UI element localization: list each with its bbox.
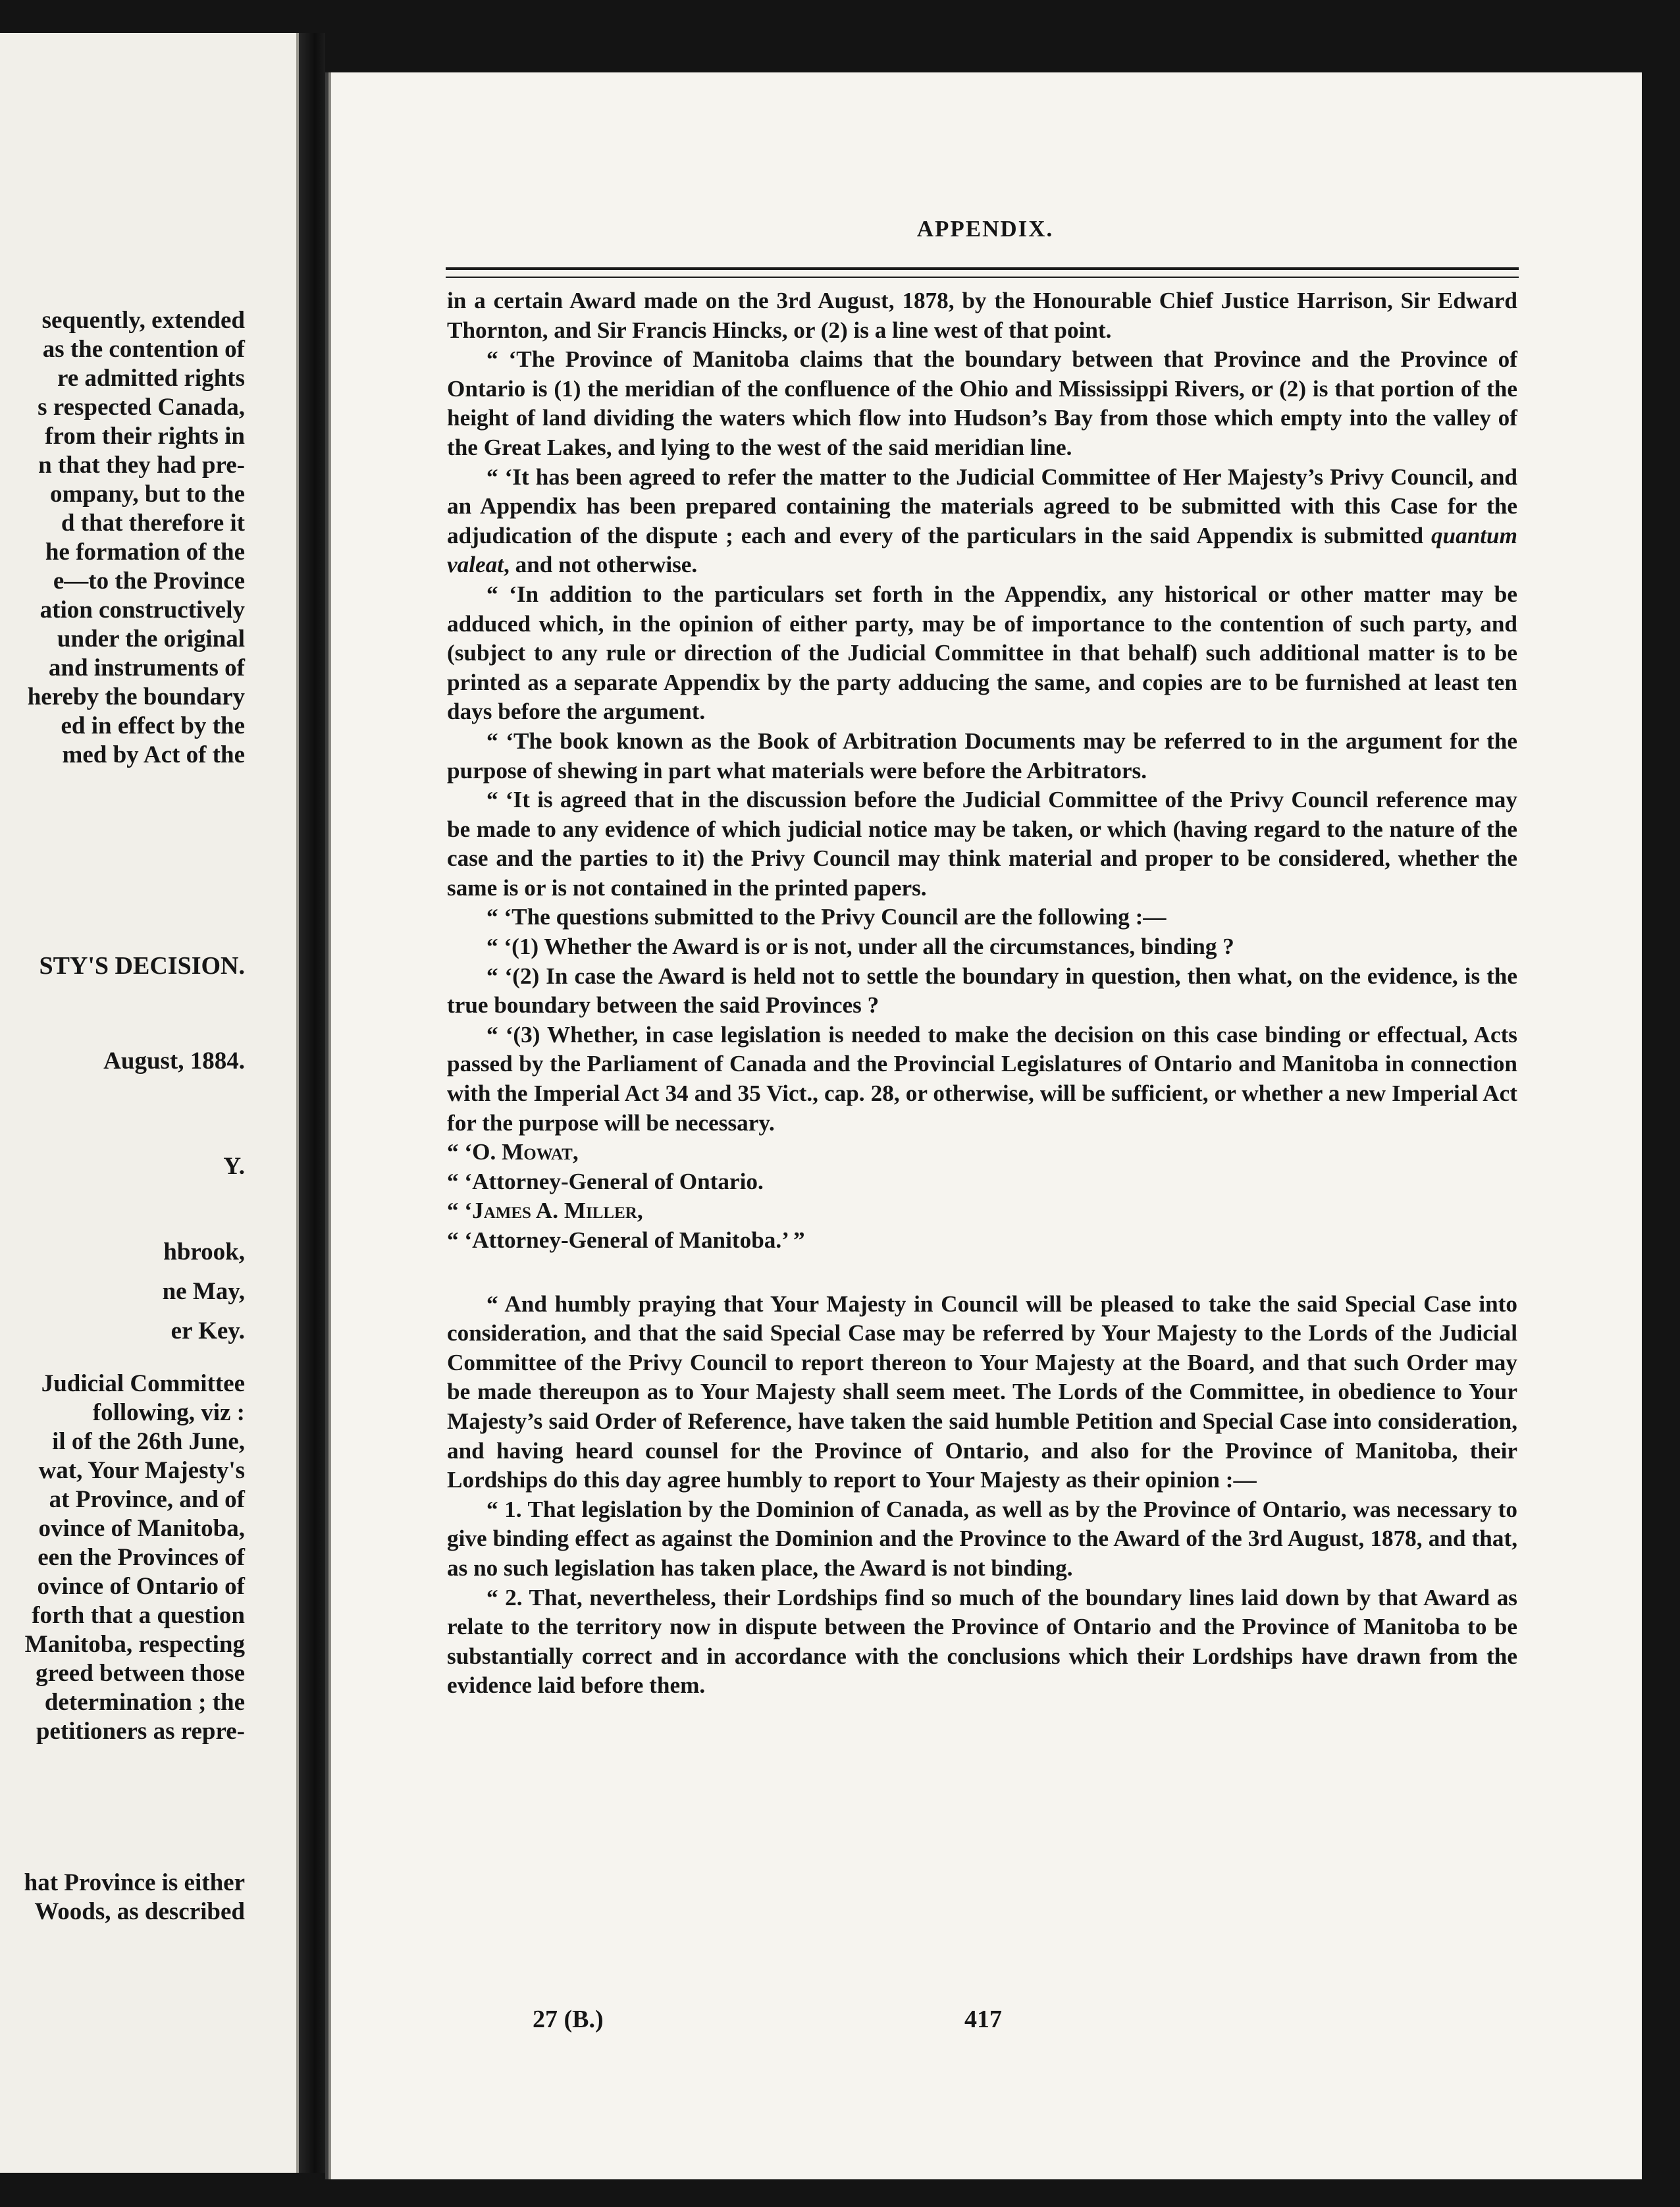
left-page-line: August, 1884. (103, 1048, 245, 1075)
left-page-line: sequently, extended (41, 307, 245, 334)
left-page-line: re admitted rights (57, 365, 245, 392)
left-page-line: under the original (57, 625, 245, 652)
left-page-line: een the Provinces of (38, 1544, 245, 1571)
left-page-line: ne May, (162, 1278, 245, 1305)
document-page (325, 72, 1642, 2179)
left-page-line: hbrook, (163, 1238, 245, 1265)
running-head: APPENDIX. (916, 216, 1054, 242)
signature-line: “ ‘Attorney-General of Manitoba.’ ” (447, 1227, 805, 1253)
header-rule-thin (446, 277, 1519, 278)
signature-line: “ ‘Attorney-General of Ontario. (447, 1168, 764, 1194)
left-page-line: he formation of the (45, 539, 245, 566)
signature-line: “ ‘O. Mowat, (447, 1139, 579, 1165)
left-page-line: ovince of Manitoba, (38, 1515, 245, 1542)
left-page-line: Manitoba, respecting (24, 1631, 245, 1658)
left-page-line: greed between those (36, 1660, 245, 1687)
left-page-line: Woods, as described (34, 1898, 245, 1925)
left-page-line: hereby the boundary (27, 683, 245, 710)
book-gutter (299, 33, 325, 2173)
paragraph: “ ‘In addition to the particulars set forth in the Appendix, any historical or other matter may be adduced which, in the opinion of either party, may be of importance to the contention of such party, and (subject to any rule or direction of the Judicial Committee in that behalf) such additional matter is to be printed as a separate Appendix by the party adducing the same, and copies are to be furnished at least ten days before the argument. (447, 581, 1517, 725)
paragraph: “ And humbly praying that Your Majesty in Council will be pleased to take the said Special Case into consideration, and that the said Special Case may be referred by Your Majesty to the Lords of the Judicial Committee of the Privy Council to report thereon to Your Majesty at the Board, and that such Order may be made thereupon as to Your Majesty shall seem meet. The Lords of the Committee, in obedience to Your Majesty’s said Order of Reference, have taken the said humble Petition and Special Case into consideration, and having heard counsel for the Province of Ontario, and also for the Province of Manitoba, their Lordships do this day agree humbly to report to Your Majesty as their opinion :— (447, 1290, 1517, 1493)
left-page-line: Y. (223, 1153, 245, 1180)
left-page-line: ovince of Ontario of (37, 1573, 245, 1600)
left-page-line: from their rights in (45, 423, 245, 450)
left-page-line: hat Province is either (24, 1869, 245, 1896)
paragraph: “ ‘It is agreed that in the discussion before the Judicial Committee of the Privy Council reference may be made to any evidence of which judicial notice may be taken, or which (having regard to the nature of the case and the parties to it) the Privy Council may think material and proper to be considered, whether the same is or is not contained in the printed papers. (447, 787, 1517, 901)
left-page-line: STY'S DECISION. (39, 952, 245, 980)
left-page-line: determination ; the (44, 1689, 245, 1716)
signature-line: “ ‘James A. Miller, (447, 1198, 643, 1224)
paragraph: “ ‘(1) Whether the Award is or is not, under all the circumstances, binding ? (486, 934, 1234, 960)
left-page-line: following, viz : (92, 1399, 245, 1426)
left-page-line: at Province, and of (49, 1486, 245, 1513)
left-page-line: s respected Canada, (38, 394, 245, 421)
left-page-line: petitioners as repre- (36, 1718, 245, 1745)
left-page-line: n that they had pre- (38, 452, 245, 479)
paragraph: “ 2. That, nevertheless, their Lordships find so much of the boundary lines laid down by that Award as relate to the territory now in dispute between the Province of Ontario and the Province of Manitoba to be substantially correct and in accordance with the conclusions which their Lordships have drawn from the evidence laid before them. (447, 1584, 1517, 1699)
left-page-line: wat, Your Majesty's (38, 1457, 245, 1484)
left-page-line: ation constructively (39, 597, 245, 624)
page-number: 417 (964, 2006, 1002, 2033)
paragraph: “ ‘The book known as the Book of Arbitration Documents may be referred to in the argument for the purpose of shewing in part what materials were before the Arbitrators. (447, 728, 1517, 784)
left-page-line: er Key. (171, 1317, 245, 1344)
left-page-line: forth that a question (32, 1602, 245, 1629)
header-rule (446, 267, 1519, 270)
paragraph: “ ‘The Province of Manitoba claims that the boundary between that Province and the Province of Ontario is (1) the meridian of the confluence of the Ohio and Mississippi Rivers, or (2) is that portion of the height of land dividing the waters which flow into Hudson’s Bay from those which empty into the valley of the Great Lakes, and lying to the west of the said meridian line. (447, 346, 1517, 460)
left-page-line: Judicial Committee (41, 1370, 245, 1397)
paragraph: “ ‘It has been agreed to refer the matter to the Judicial Committee of Her Majesty’s Privy Council, and an Appendix has been prepared containing the materials agreed to be submitted with this Case for the adjudication of the dispute ; each and every of the particulars in the said Appendix is submitted quantum valeat, and not otherwise. (447, 464, 1517, 578)
paragraph: in a certain Award made on the 3rd August, 1878, by the Honourable Chief Justice Harrison, Sir Edward Thornton, and Sir Francis Hincks, or (2) is a line west of that point. (447, 288, 1517, 343)
left-page-line: ed in effect by the (61, 712, 245, 739)
previous-page-fragment (0, 33, 299, 2173)
paragraph: “ ‘The questions submitted to the Privy Council are the following :— (486, 904, 1167, 930)
left-page-line: as the contention of (42, 336, 245, 363)
paragraph: “ ‘(2) In case the Award is held not to settle the boundary in question, then what, on the evidence, is the true boundary between the said Provinces ? (447, 963, 1517, 1019)
paragraph: “ 1. That legislation by the Dominion of Canada, as well as by the Province of Ontario, was necessary to give binding effect as against the Dominion and the Province to the Award of the 3rd August, 1878, and that, as no such legislation has taken place, the Award is not binding. (447, 1496, 1517, 1581)
left-page-line: med by Act of the (62, 741, 245, 768)
left-page-line: ompany, but to the (49, 481, 245, 508)
left-page-line: il of the 26th June, (52, 1428, 245, 1455)
left-page-line: and instruments of (48, 654, 245, 681)
left-page-line: d that therefore it (61, 510, 245, 537)
body-text (447, 286, 1517, 1701)
signature-mark: 27 (B.) (533, 2006, 604, 2033)
paragraph: “ ‘(3) Whether, in case legislation is needed to make the decision on this case binding or effectual, Acts passed by the Parliament of Canada and the Provincial Legislatures of Ontario and Manitoba in connection with the Imperial Act 34 and 35 Vict., cap. 28, or otherwise, will be sufficient, or whether a new Imperial Act for the purpose will be necessary. (447, 1021, 1517, 1136)
left-page-line: e—to the Province (53, 568, 245, 595)
